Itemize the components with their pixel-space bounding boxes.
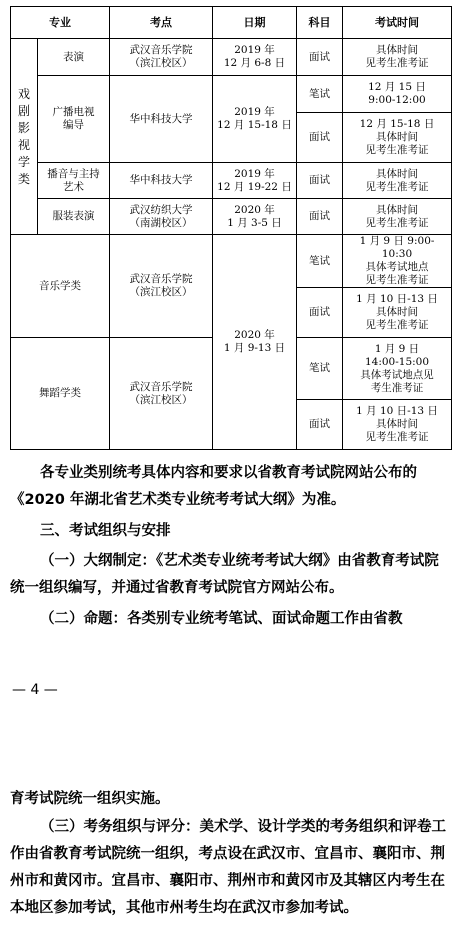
time-cell: 1 月 10 日-13 日 具体时间 见考生准考证 <box>343 288 452 338</box>
subject-cell: 面试 <box>297 288 343 338</box>
subject-cell: 面试 <box>297 199 343 235</box>
subject-cell: 笔试 <box>297 338 343 400</box>
exam-schedule-table <box>10 6 452 450</box>
paragraph-outline: （一）大纲制定：《艺术类专业统考考试大纲》由省教育考试院统一组织编写，并通过省教育考试院官方网站公布。 <box>10 553 439 596</box>
time-cell: 具体时间 见考生准考证 <box>343 163 452 199</box>
date-cell: 2020 年 1 月 3-5 日 <box>213 199 297 235</box>
paragraph-outline-reference: 各专业类别统考具体内容和要求以省教育考试院网站公布的《2020 年湖北省艺术类专业统考考试大纲》为准。 <box>10 465 417 508</box>
date-cell: 2019 年 12 月 15-18 日 <box>213 76 297 163</box>
header-venue: 考点 <box>110 7 213 39</box>
shared-date-cell: 2020 年 1 月 9-13 日 <box>213 235 297 450</box>
major-cell: 播音与主持 艺术 <box>38 163 110 199</box>
subject-cell: 面试 <box>297 163 343 199</box>
venue-cell: 华中科技大学 <box>110 163 213 199</box>
table-row <box>11 235 452 288</box>
major-cell: 广播电视 编导 <box>38 76 110 163</box>
subject-cell: 笔试 <box>297 76 343 113</box>
header-date: 日期 <box>213 7 297 39</box>
drama-category-cell <box>11 39 38 235</box>
table-row <box>11 199 452 235</box>
time-cell: 1 月 10 日-13 日 具体时间 见考生准考证 <box>343 400 452 450</box>
time-cell: 12 月 15 日 9:00-12:00 <box>343 76 452 113</box>
time-cell: 1 月 9 日 14:00-15:00 具体考试地点见 考生准考证 <box>343 338 452 400</box>
drama-category-label: 戏剧影视学类 <box>18 86 31 186</box>
date-cell: 2019 年 12 月 19-22 日 <box>213 163 297 199</box>
time-cell: 具体时间 见考生准考证 <box>343 199 452 235</box>
time-cell: 具体时间 见考生准考证 <box>343 39 452 76</box>
major-cell: 表演 <box>38 39 110 76</box>
table-row <box>11 163 452 199</box>
page-number: — 4 — <box>12 682 58 698</box>
time-cell: 1 月 9 日 9:00-10:30 具体考试地点 见考生准考证 <box>343 235 452 288</box>
major-cell: 舞蹈学类 <box>11 338 110 450</box>
major-cell: 音乐学类 <box>11 235 110 338</box>
subject-cell: 面试 <box>297 113 343 163</box>
major-cell: 服装表演 <box>38 199 110 235</box>
table-row <box>11 39 452 76</box>
subject-cell: 面试 <box>297 400 343 450</box>
paragraph-exam-affairs: （三）考务组织与评分：美术学、设计学类的考务组织和评卷工作由省教育考试院统一组织，考点设在武汉市、宜昌市、襄阳市、荆州市和黄冈市。宜昌市、襄阳市、荆州市和黄冈市及其辖区内考生在本地区参加考试，其他市州考生均在武汉市参加考试。 <box>10 819 446 916</box>
table-row <box>11 76 452 113</box>
venue-cell: 武汉音乐学院 （滨江校区） <box>110 39 213 76</box>
subject-cell: 面试 <box>297 39 343 76</box>
venue-cell: 武汉音乐学院 （滨江校区） <box>110 235 213 338</box>
time-cell: 12 月 15-18 日 具体时间 见考生准考证 <box>343 113 452 163</box>
table-header-row <box>11 7 452 39</box>
venue-cell: 武汉纺织大学 （南湖校区） <box>110 199 213 235</box>
section-heading: 三、考试组织与安排 <box>40 523 171 539</box>
subject-cell: 笔试 <box>297 235 343 288</box>
paragraph-proposition: （二）命题：各类别专业统考笔试、面试命题工作由省教 <box>40 611 403 627</box>
header-major: 专业 <box>11 7 110 39</box>
header-time: 考试时间 <box>343 7 452 39</box>
venue-cell: 武汉音乐学院 （滨江校区） <box>110 338 213 450</box>
paragraph-continuation: 育考试院统一组织实施。 <box>10 791 170 807</box>
header-subject: 科目 <box>297 7 343 39</box>
date-cell: 2019 年 12 月 6-8 日 <box>213 39 297 76</box>
venue-cell: 华中科技大学 <box>110 76 213 163</box>
